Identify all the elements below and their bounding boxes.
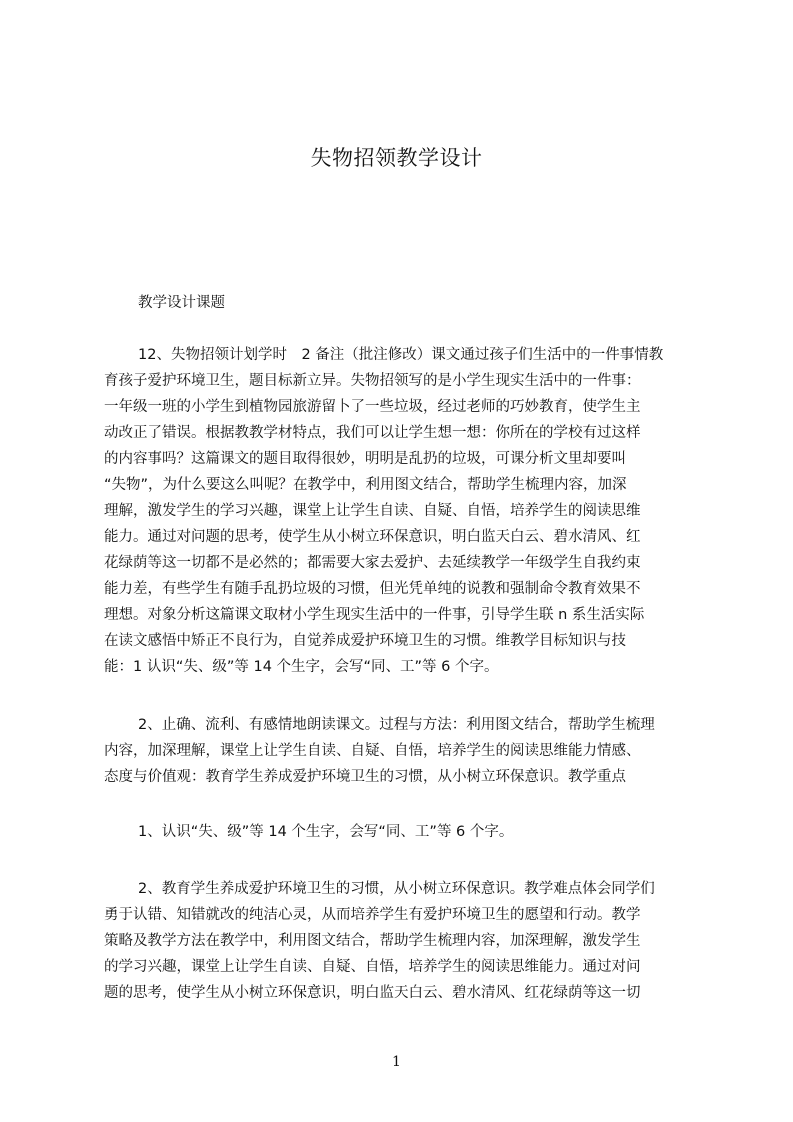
paragraph-line: 的学习兴趣，课堂上让学生自读、自疑、自悟，培养学生的阅读思维能力。通过对问 xyxy=(104,959,641,975)
paragraph-line: 能：1 认识“失、级”等 14 个生字，会写“同、工”等 6 个字。 xyxy=(104,659,499,675)
page-title: 失物招领教学设计 xyxy=(310,146,483,170)
paragraph-line: 内容，加深理解，课堂上让学生自读、自疑、自悟，培养学生的阅读思维能力情感、 xyxy=(104,743,641,759)
paragraph-line: 题的思考，使学生从小树立环保意识，明白监天白云、碧水清风、红花绿荫等这一切 xyxy=(104,985,641,1001)
page-number: 1 xyxy=(392,1054,401,1070)
paragraph-line: 一年级一班的小学生到植物园旅游留卜了一些垃圾，经过老师的巧妙教育，使学生主 xyxy=(104,399,641,415)
paragraph-line: 育孩子爱护环境卫生，题目标新立异。失物招领写的是小学生现实生活中的一件事： xyxy=(104,373,641,389)
paragraph-line: 理想。对象分析这篇课文取材小学生现实生活中的一件事，引导学生联 n 系生活实际 xyxy=(104,607,645,623)
paragraph-line: 理解，激发学生的学习兴趣，课堂上让学生自读、自疑、自悟，培养学生的阅读思维 xyxy=(104,503,641,519)
paragraph-line: 动改正了错误。根据教教学材特点，我们可以让学生想一想：你所在的学校有过这样 xyxy=(104,425,641,441)
section-heading: 教学设计课题 xyxy=(138,295,225,311)
paragraph-line: 12、失物招领计划学时 2 备注（批注修改）课文通过孩子们生活中的一件事情教 xyxy=(138,347,664,363)
paragraph-line: 的内容事吗？这篇课文的题目取得很妙，明明是乱扔的垃圾，可课分析文里却要叫 xyxy=(104,451,626,467)
paragraph-line: 能力。通过对问题的思考，使学生从小树立环保意识，明白监天白云、碧水清风、红 xyxy=(104,529,641,545)
paragraph-line: 1、认识“失、级”等 14 个生字，会写“同、工”等 6 个字。 xyxy=(138,824,514,840)
paragraph-line: 态度与价值观：教育学生养成爱护环境卫生的习惯，从小树立环保意识。教学重点 xyxy=(104,769,626,785)
paragraph-line: 勇于认错、知错就改的纯洁心灵，从而培养学生有爱护环境卫生的愿望和行动。教学 xyxy=(104,907,641,923)
paragraph-line: 在读文感悟中矫正不良行为，自觉养成爱护环境卫生的习惯。维教学目标知识与技 xyxy=(104,633,626,649)
paragraph-line: 能力差，有些学生有随手乱扔垃圾的习惯，但光凭单纯的说教和强制命令教育效果不 xyxy=(104,581,641,597)
paragraph-line: “失物”，为什么要这么叫呢？在教学中，利用图文结合，帮助学生梳理内容，加深 xyxy=(104,477,627,493)
paragraph-line: 2、教育学生养成爱护环境卫生的习惯，从小树立环保意识。教学难点体会同学们 xyxy=(138,881,655,897)
paragraph-line: 2、止确、流利、有感情地朗读课文。过程与方法：利用图文结合，帮助学生梳理 xyxy=(138,717,655,733)
paragraph-line: 花绿荫等这一切都不是必然的；都需要大家去爱护、去延续教学一年级学生自我约束 xyxy=(104,555,641,571)
paragraph-line: 策略及教学方法在教学中，利用图文结合，帮助学生梳理内容，加深理解，激发学生 xyxy=(104,933,641,949)
